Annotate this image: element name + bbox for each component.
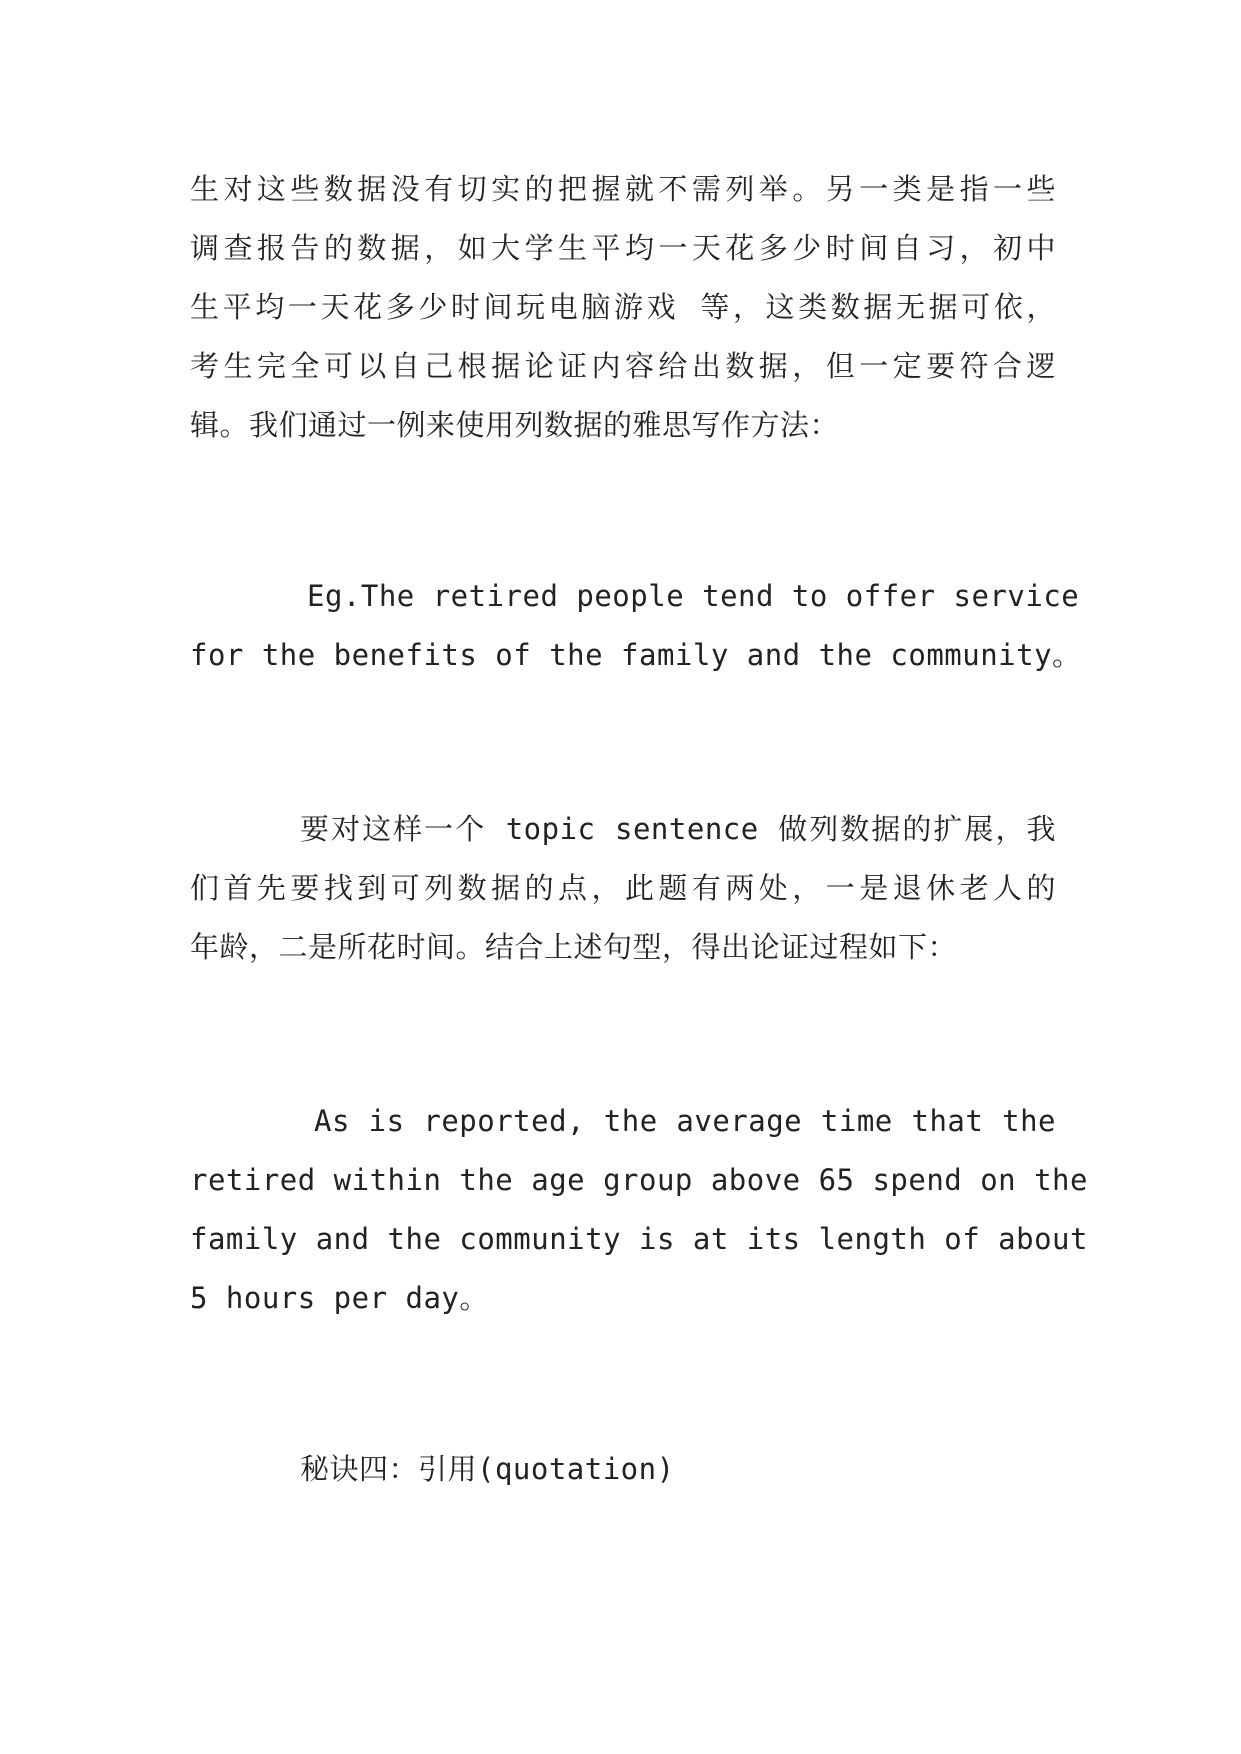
- text-line: for the benefits of the family and the community。: [190, 638, 1082, 672]
- text-line: As is reported, the average time that the: [314, 1104, 1056, 1138]
- paragraph-example-sentence: [190, 567, 1082, 685]
- text-line: 考生完全可以自己根据论证内容给出数据，但一定要符合逻: [190, 349, 1056, 383]
- heading-text: 秘诀四：引用(quotation): [300, 1452, 675, 1486]
- text-line: 调查报告的数据，如大学生平均一天花多少时间自习，初中: [190, 231, 1056, 265]
- text-line: 年龄，二是所花时间。结合上述句型，得出论证过程如下：: [190, 930, 958, 964]
- text-line: retired within the age group above 65 spend on the: [190, 1163, 1088, 1197]
- section-heading-quotation: [190, 1440, 1056, 1499]
- text-line: family and the community is at its length of about: [190, 1222, 1088, 1256]
- paragraph-expansion-method: [190, 800, 1056, 977]
- paragraph-data-explanation: [190, 160, 1056, 455]
- text-line: Eg.The retired people tend to offer service: [307, 579, 1080, 613]
- text-line: 生对这些数据没有切实的把握就不需列举。另一类是指一些: [190, 172, 1056, 206]
- text-line: 要对这样一个 topic sentence 做列数据的扩展，我: [300, 812, 1056, 846]
- text-line: 们首先要找到可列数据的点，此题有两处，一是退休老人的: [190, 871, 1056, 905]
- text-line: 5 hours per day。: [190, 1281, 489, 1315]
- text-line: 生平均一天花多少时间玩电脑游戏 等，这类数据无据可依，: [190, 290, 1056, 324]
- text-line: 辑。我们通过一例来使用列数据的雅思写作方法：: [190, 408, 840, 442]
- paragraph-example-argument: [190, 1092, 1088, 1328]
